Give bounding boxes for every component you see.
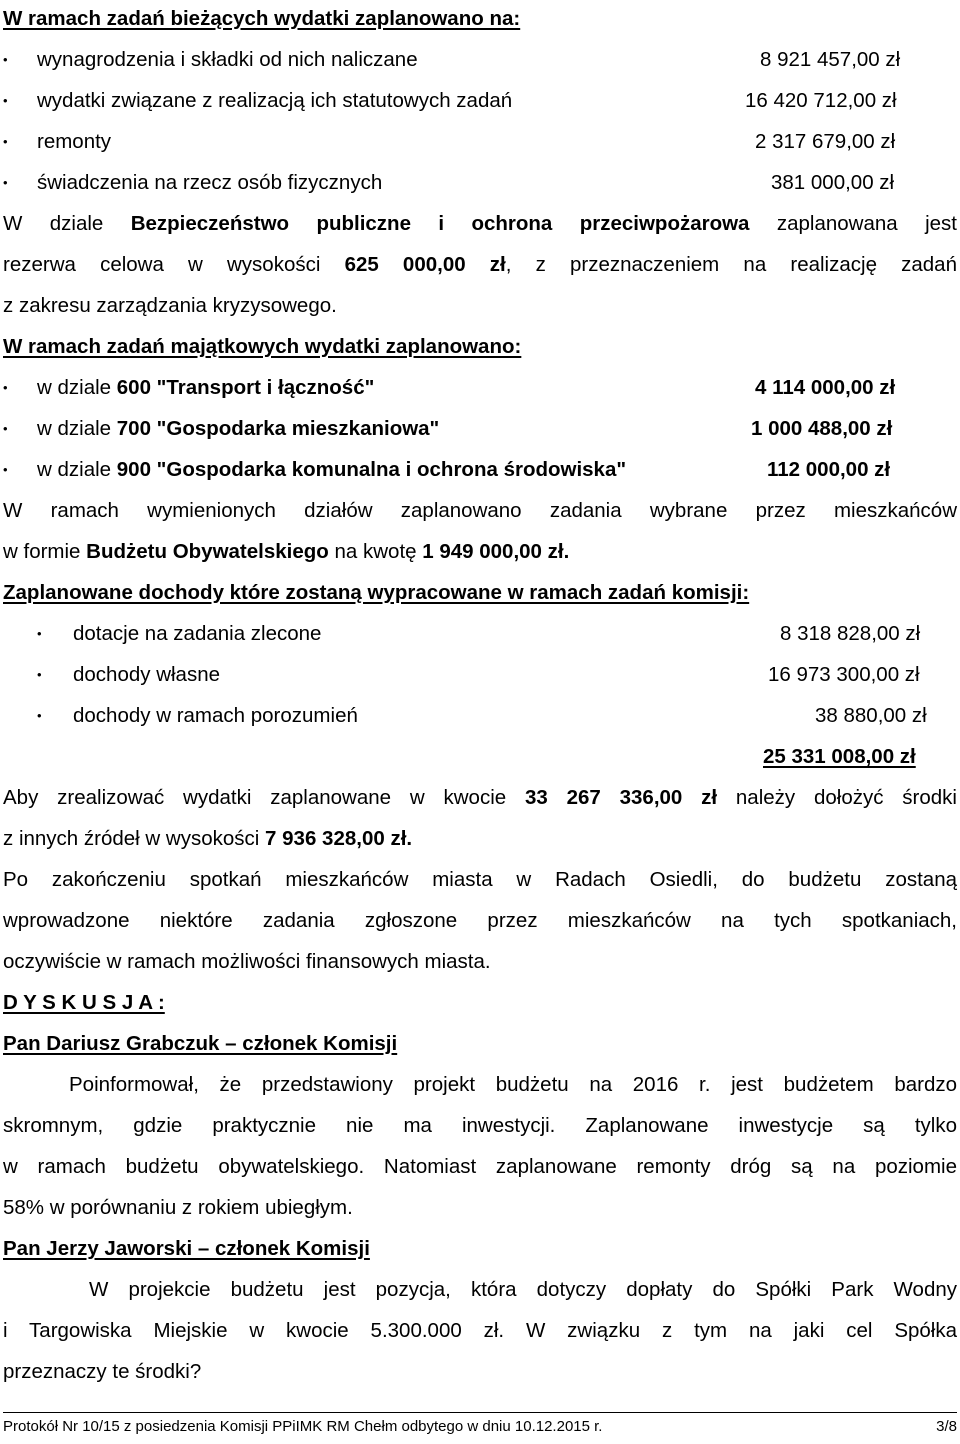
text-run-bold: 7 936 328,00 zł. [265, 827, 413, 850]
list-item [3, 449, 957, 490]
speaker-heading: Pan Jerzy Jaworski – członek Komisji [3, 1237, 370, 1260]
list-item [3, 695, 957, 736]
page-number: 3/8 [936, 1418, 957, 1435]
security-paragraph-line [3, 203, 957, 244]
security-paragraph-line [3, 244, 957, 285]
bullet-icon: • [37, 626, 42, 641]
text-run: z zakresu zarządzania kryzysowego. [3, 294, 337, 317]
text-run: na kwotę [328, 540, 423, 563]
text-run-bold: Budżetu Obywatelskiego [86, 540, 329, 563]
item-label: wynagrodzenia i składki od nich naliczane [37, 48, 418, 71]
item-amount: 8 921 457,00 zł [760, 48, 901, 71]
bullet-icon: • [3, 52, 8, 67]
bullet-icon: • [37, 667, 42, 682]
item-label: w dziale 900 "Gospodarka komunalna i ochrona środowiska" [37, 458, 627, 481]
item-amount: 381 000,00 zł [771, 171, 895, 194]
text-run: zaplanowana jest [749, 212, 957, 235]
list-item [3, 613, 957, 654]
deficit-paragraph-line [3, 818, 957, 859]
list-item [3, 408, 957, 449]
item-label: wydatki związane z realizacją ich statutowych zadań [37, 89, 513, 112]
text-run: należy dołożyć środki [717, 786, 957, 809]
item-amount: 2 317 679,00 zł [755, 130, 896, 153]
item-amount: 1 000 488,00 zł [751, 417, 893, 440]
meetings-paragraph-line: oczywiście w ramach możliwości finansowych miasta. [3, 950, 491, 973]
speaker-text-line: i Targowiska Miejskie w kwocie 5.300.000 zł. W związku z tym na jaki cel Spółka [3, 1319, 957, 1342]
meetings-paragraph-line: wprowadzone niektóre zadania zgłoszone przez mieszkańców na tych spotkaniach, [3, 909, 957, 932]
item-label: dochody własne [73, 663, 221, 686]
list-item [3, 121, 957, 162]
item-label: w dziale 700 "Gospodarka mieszkaniowa" [37, 417, 440, 440]
page-footer [3, 1412, 957, 1441]
item-amount: 16 420 712,00 zł [745, 89, 897, 112]
text-run: w formie [3, 540, 87, 563]
list-item [3, 80, 957, 121]
text-run: rezerwa celowa w wysokości [3, 253, 345, 276]
current-tasks-heading: W ramach zadań bieżących wydatki zaplanowano na: [3, 7, 521, 30]
civic-paragraph-line [3, 531, 957, 572]
document-page [3, 0, 957, 1392]
list-item [3, 39, 957, 80]
list-item [3, 367, 957, 408]
bullet-icon: • [3, 175, 8, 190]
text-run: , z przeznaczeniem na realizację zadań [505, 253, 957, 276]
speaker-text-line: w ramach budżetu obywatelskiego. Natomiast zaplanowane remonty dróg są na poziomie [3, 1155, 957, 1178]
item-amount: 38 880,00 zł [815, 704, 927, 727]
item-label: dotacje na zadania zlecone [73, 622, 322, 645]
investment-heading: W ramach zadań majątkowych wydatki zaplanowano: [3, 335, 522, 358]
text-run-bold: 625 000,00 zł [344, 253, 506, 276]
item-label: remonty [37, 130, 112, 153]
item-label: dochody w ramach porozumień [73, 704, 358, 727]
list-item [3, 654, 957, 695]
security-paragraph-line [3, 285, 957, 326]
speaker-heading: Pan Dariusz Grabczuk – członek Komisji [3, 1032, 398, 1055]
bullet-icon: • [3, 93, 8, 108]
item-label: świadczenia na rzecz osób fizycznych [37, 171, 383, 194]
text-run: Aby zrealizować wydatki zaplanowane w kwocie [3, 786, 525, 809]
deficit-paragraph-line [3, 777, 957, 818]
text-run-bold: Bezpieczeństwo publiczne i ochrona przeciwpożarowa [130, 212, 750, 235]
speaker-text-line: Poinformował, że przedstawiony projekt budżetu na 2016 r. jest budżetem bardzo [69, 1073, 957, 1096]
text-run: W dziale [3, 212, 131, 235]
income-heading: Zaplanowane dochody które zostaną wypracowane w ramach zadań komisji: [3, 581, 750, 604]
bullet-icon: • [3, 421, 8, 436]
civic-paragraph-line: W ramach wymienionych działów zaplanowano zadania wybrane przez mieszkańców [3, 499, 957, 522]
text-run-bold: 33 267 336,00 zł [524, 786, 718, 809]
income-total-line [3, 736, 957, 777]
income-total: 25 331 008,00 zł [763, 745, 916, 768]
footer-text: Protokół Nr 10/15 z posiedzenia Komisji PPiIMK RM Chełm odbytego w dniu 10.12.2015 r. [3, 1418, 603, 1435]
text-run-bold: 1 949 000,00 zł. [422, 540, 570, 563]
meetings-paragraph-line: Po zakończeniu spotkań mieszkańców miasta w Radach Osiedli, do budżetu zostaną [3, 868, 957, 891]
speaker-text-line: 58% w porównaniu z rokiem ubiegłym. [3, 1196, 353, 1219]
bullet-icon: • [3, 462, 8, 477]
speaker-text-line: skromnym, gdzie praktycznie nie ma inwestycji. Zaplanowane inwestycje są tylko [3, 1114, 957, 1137]
item-amount: 16 973 300,00 zł [768, 663, 920, 686]
speaker-text-line: przeznaczy te środki? [3, 1360, 202, 1383]
bullet-icon: • [3, 380, 8, 395]
bullet-icon: • [37, 708, 42, 723]
text-run: z innych źródeł w wysokości [3, 827, 266, 850]
speaker-text-line: W projekcie budżetu jest pozycja, która dotyczy dopłaty do Spółki Park Wodny [89, 1278, 957, 1301]
item-amount: 112 000,00 zł [767, 458, 891, 481]
list-item [3, 162, 957, 203]
discussion-heading: D Y S K U S J A : [3, 991, 165, 1014]
item-amount: 4 114 000,00 zł [755, 376, 896, 399]
bullet-icon: • [3, 134, 8, 149]
item-label: w dziale 600 "Transport i łączność" [37, 376, 375, 399]
item-amount: 8 318 828,00 zł [780, 622, 921, 645]
